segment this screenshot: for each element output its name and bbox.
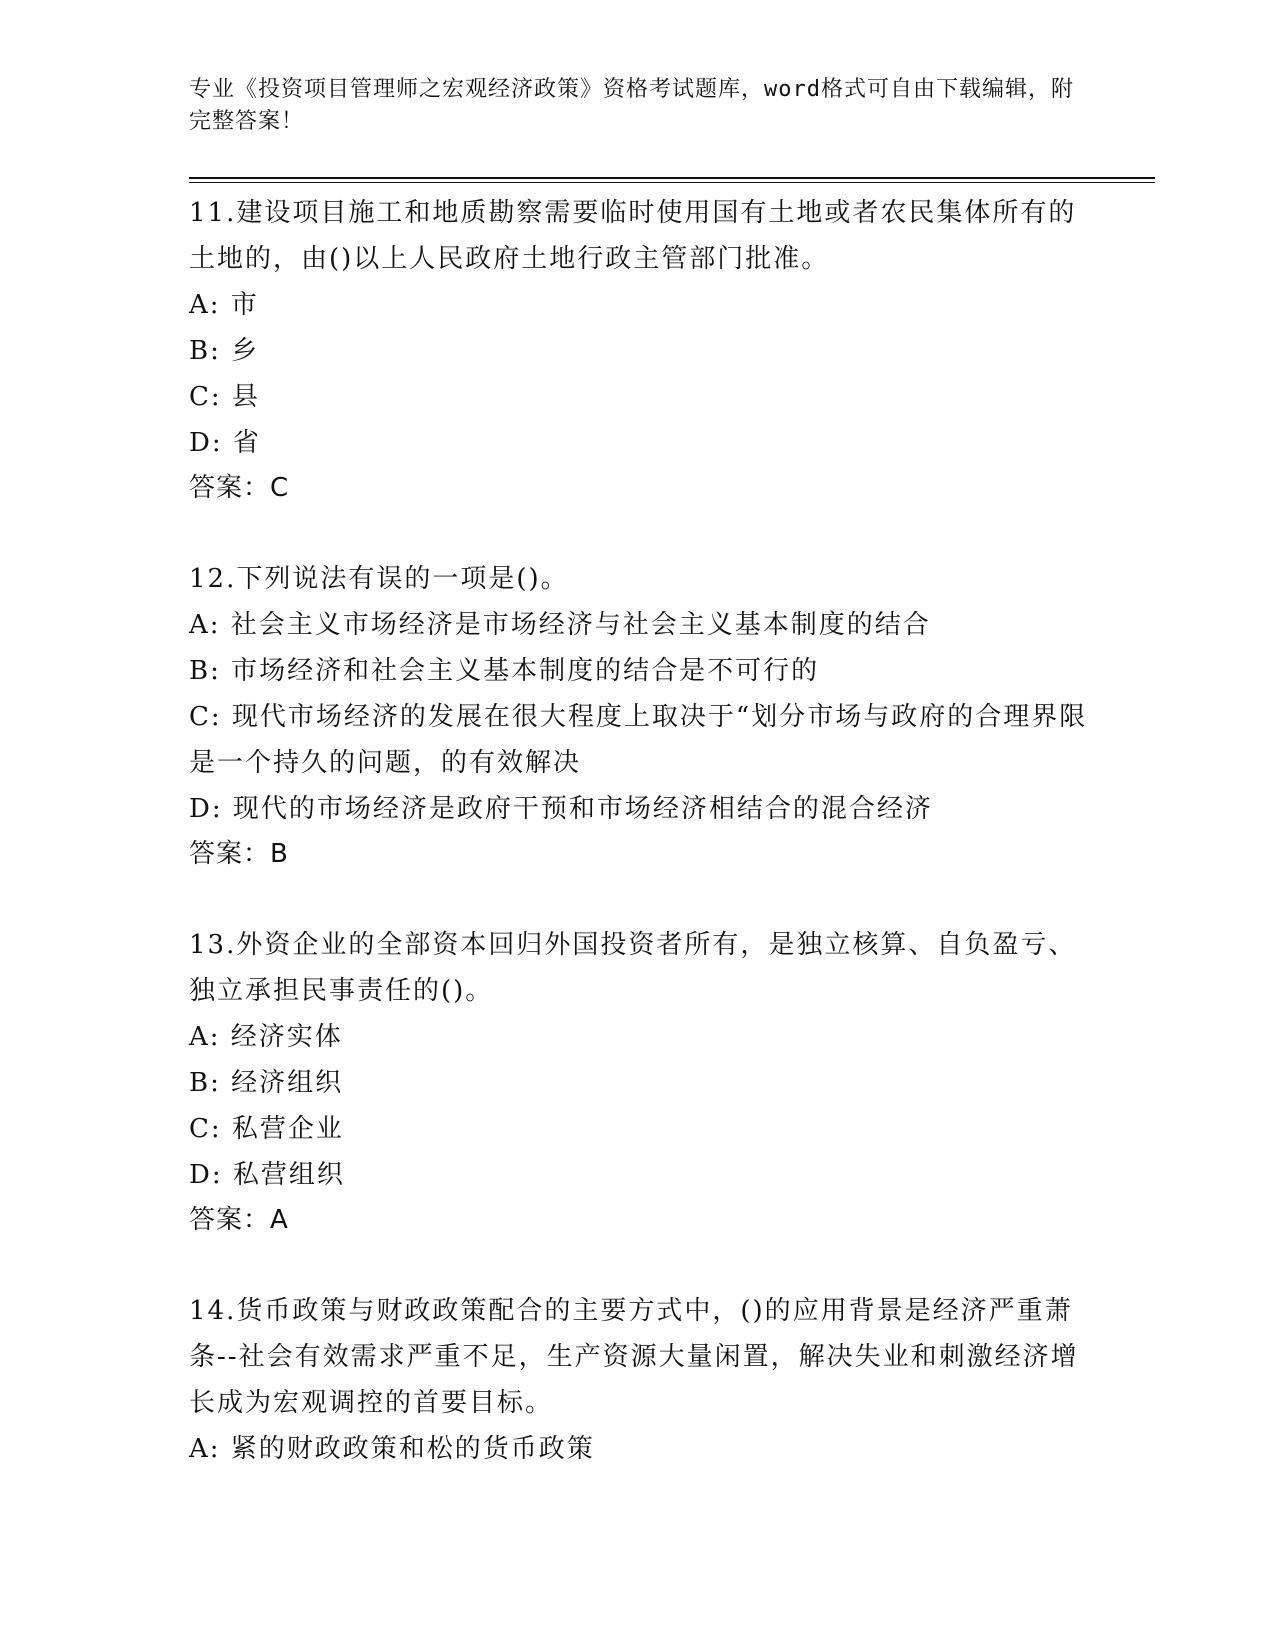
question-stem: 13.外资企业的全部资本回归外国投资者所有，是独立核算、自负盈亏、独立承担民事责任的()。 — [189, 930, 1077, 1006]
option-c: C: 县 — [189, 382, 260, 412]
option-a: A: 紧的财政政策和松的货币政策 — [189, 1434, 595, 1464]
page-header: 专业《投资项目管理师之宏观经济政策》资格考试题库，word格式可自由下载编辑，附完整答案！ — [189, 77, 1074, 134]
question-list — [189, 190, 1089, 1518]
header-divider-thin — [189, 182, 1155, 183]
question-stem: 11.建设项目施工和地质勘察需要临时使用国有土地或者农民集体所有的土地的，由()以上人民政府土地行政主管部门批准。 — [189, 198, 1077, 274]
option-a: A: 经济实体 — [189, 1022, 343, 1052]
answer-line: 答案：B — [189, 839, 289, 869]
header-divider-thick — [189, 177, 1155, 179]
option-a: A: 市 — [189, 290, 259, 320]
answer-line: 答案：C — [189, 473, 290, 503]
question-13 — [189, 922, 1089, 1242]
option-c: C: 现代市场经济的发展在很大程度上取决于“划分市场与政府的合理界限是一个持久的问题，的有效解决 — [189, 702, 1088, 778]
option-b: B: 经济组织 — [189, 1068, 344, 1098]
option-c: C: 私营企业 — [189, 1114, 344, 1144]
answer-line: 答案：A — [189, 1205, 289, 1235]
option-d: D: 省 — [189, 428, 261, 458]
option-d: D: 现代的市场经济是政府干预和市场经济相结合的混合经济 — [189, 794, 933, 824]
question-11 — [189, 190, 1089, 510]
question-stem: 14.货币政策与财政政策配合的主要方式中，()的应用背景是经济严重萧条--社会有效需求严重不足，生产资源大量闲置，解决失业和刺激经济增长成为宏观调控的首要目标。 — [189, 1296, 1079, 1418]
option-b: B: 乡 — [189, 336, 260, 366]
option-a: A: 社会主义市场经济是市场经济与社会主义基本制度的结合 — [189, 610, 931, 640]
question-14 — [189, 1288, 1089, 1472]
question-12 — [189, 556, 1089, 876]
option-d: D: 私营组织 — [189, 1160, 345, 1190]
question-stem: 12.下列说法有误的一项是()。 — [189, 564, 569, 594]
option-b: B: 市场经济和社会主义基本制度的结合是不可行的 — [189, 656, 820, 686]
